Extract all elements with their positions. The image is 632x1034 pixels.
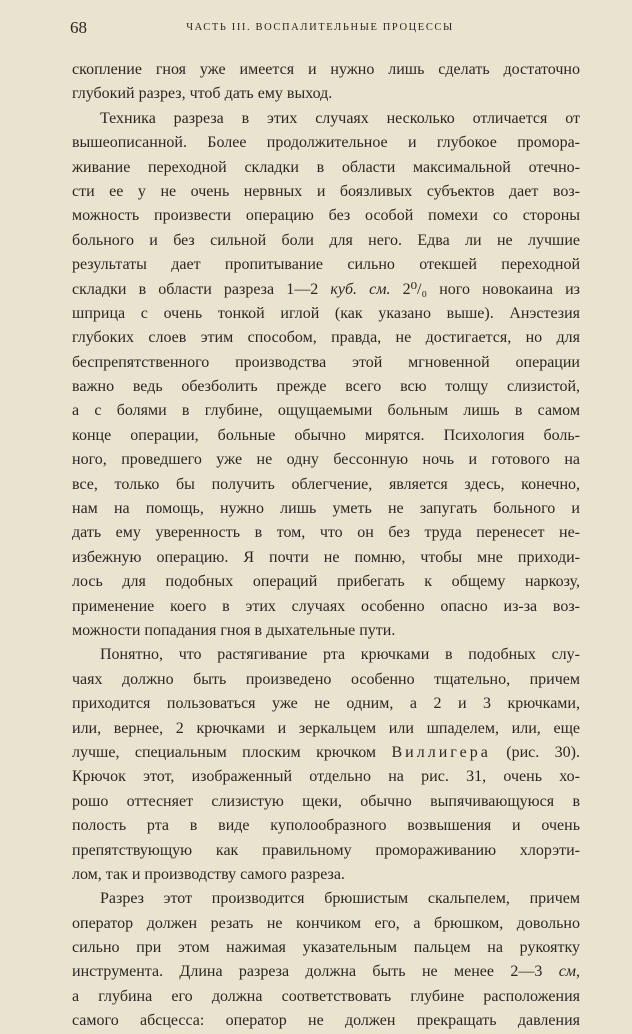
text-line: избежную операцию. Я почти не помню, чтобы мне приходи- <box>72 548 580 566</box>
text-line: можность произвести операцию без особой помехи со стороны <box>72 207 580 225</box>
text-line: больного и без сильной боли для него. Едва ли не лучшие <box>72 231 580 249</box>
author-name: Виллигера <box>391 743 491 761</box>
text-line: можности попадания гноя в дыхательные пути. <box>72 621 396 639</box>
text-line: все, только бы получить облегчение, является здесь, конечно, <box>72 475 580 493</box>
italic-unit: см, <box>558 963 580 981</box>
text-line: живание переходной складки в области максимальной отечно- <box>72 158 580 176</box>
text-line: применение коего в этих случаях особенно опасно из-за воз- <box>72 597 580 615</box>
text-line: Крючок этот, изображенный отдельно на рис. 31, очень хо- <box>72 768 580 786</box>
text-line: рошо оттесняет слизистую щеки, обычно выпячивающуюся в <box>72 792 580 810</box>
text-line: а глубина его должна соответствовать глубине расположения <box>72 987 580 1005</box>
text-line: Техника разреза в этих случаях несколько отличается от <box>100 109 580 127</box>
text-line: сильно при этом нажимая указательным пальцем на рукоятку <box>72 939 580 957</box>
text-line: вышеописанной. Более продолжительное и глубокое проморa- <box>72 134 580 152</box>
text-line: чаях должно быть произведено особенно тщательно, причем <box>72 670 580 688</box>
italic-unit: куб. см. <box>330 280 391 298</box>
text-line: препятствующую как правильному промораживанию хлорэти- <box>72 841 580 859</box>
text-line: сти ее у не очень нервных и боязливых субъектов дает воз- <box>72 182 580 200</box>
text-line <box>72 960 580 984</box>
text-line: важно ведь обезболить прежде всего всю толщу слизистой, <box>72 378 580 396</box>
text-line: результаты дает пропитывание сильно отекшей переходной <box>72 256 580 274</box>
text-line: конце операции, больные обычно мирятся. Психология боль- <box>72 426 580 444</box>
page-header <box>70 18 570 42</box>
text-line <box>72 278 580 302</box>
text-line: полость рта в виде куполообразного возвышения и очень <box>72 817 580 835</box>
text-line: или, вернее, 2 крючками и зеркальцем или шпаделем, или, еще <box>72 719 580 737</box>
text-line: беспрепятственного производства этой мгновенной операции <box>72 353 580 371</box>
text-run: (рис. 30). <box>490 743 580 761</box>
text-line: приходится пользоваться уже не одним, а 2 и 3 крючками, <box>72 695 580 713</box>
text-line: лось для подобных операций прибегать к общему наркозу, <box>72 573 580 591</box>
body-text <box>72 58 580 1034</box>
text-line: дать ему уверенность в том, что он без труда перенесет не- <box>72 524 580 542</box>
text-line: оператор должен резать не кончиком его, а брюшком, довольно <box>72 914 580 932</box>
text-run: лучше, специальным плоским крючком <box>72 743 392 761</box>
page-number: 68 <box>70 18 87 37</box>
text-run: складки в области разреза 1—2 <box>72 280 331 298</box>
text-line: нам на помощь, нужно лишь уметь не запугать больного и <box>72 500 580 518</box>
text-run: инструмента. Длина разреза должна быть не менее 2—3 <box>72 963 559 981</box>
text-line <box>72 741 580 765</box>
text-line: глубоких слоев этим способом, правда, не достигается, но для <box>72 329 580 347</box>
text-line: самого абсцесса: оператор не должен прекращать давления <box>72 1012 580 1030</box>
text-line: лом, так и производству самого разреза. <box>72 865 345 883</box>
text-line: ного, проведшего уже не одну бессонную ночь и готового на <box>72 451 580 469</box>
text-line: Понятно, что растягивание рта крючками в подобных слу- <box>100 646 580 664</box>
text-line: скопление гноя уже имеется и нужно лишь сделать достаточно <box>72 61 580 78</box>
text-line: а с болями в глубине, ощущаемыми больным лишь в самом <box>72 402 580 420</box>
text-run: 2⁰/₀ ного новокаина из <box>390 280 580 298</box>
text-line: шприца с очень тонкой иглой (как указано выше). Анэстезия <box>72 304 580 322</box>
text-line: Разрез этот производится брюшистым скальпелем, причем <box>100 890 580 908</box>
text-line: глубокий разрез, чтоб дать ему выход. <box>72 85 333 103</box>
running-head: ЧАСТЬ III. ВОСПАЛИТЕЛЬНЫЕ ПРОЦЕССЫ <box>186 22 454 33</box>
